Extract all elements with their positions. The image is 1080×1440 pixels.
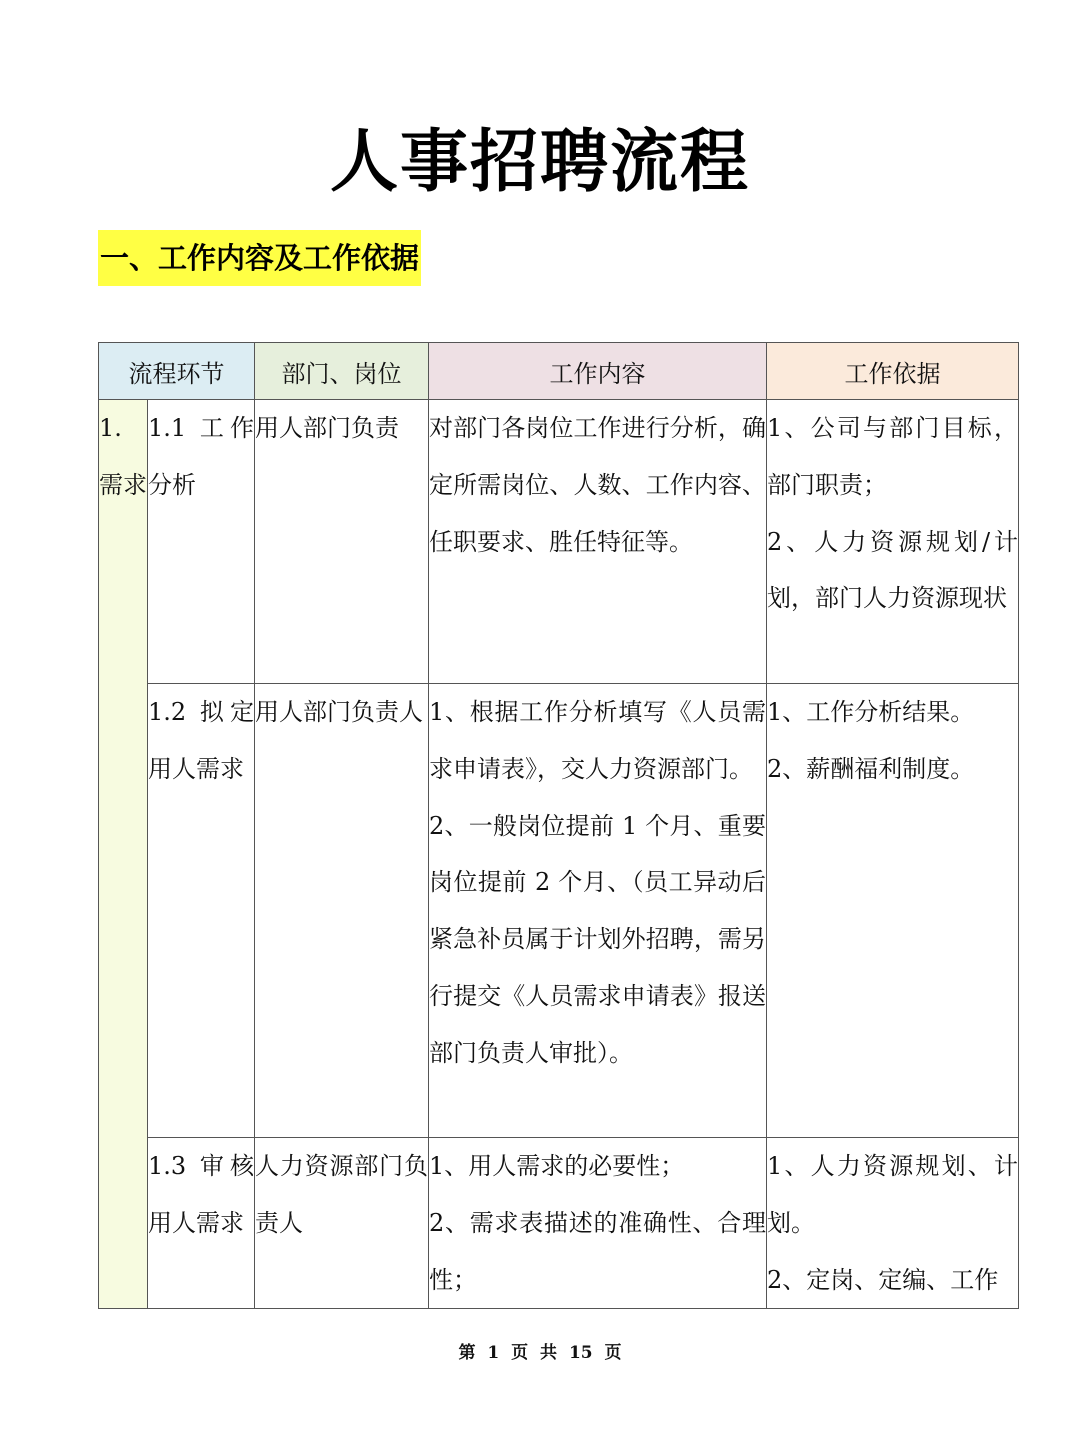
basis-paragraph: 1、公司与部门目标，部门职责； (767, 414, 1018, 499)
basis-paragraph: 1、人力资源规划、计划。 (767, 1152, 1018, 1237)
page-title: 人事招聘流程 (329, 123, 750, 202)
content-cell (429, 1138, 767, 1309)
department-cell: 用人部门负责 (255, 400, 429, 684)
table-header-row (99, 343, 1019, 400)
table-row (99, 684, 1019, 1138)
table-row (99, 400, 1019, 684)
section-heading: 一、工作内容及工作依据 (98, 230, 421, 286)
content-cell (429, 684, 767, 1138)
basis-paragraph: 2、人力资源规划/计划，部门人力资源现状 (767, 527, 1018, 613)
header-stage: 流程环节 (99, 343, 255, 400)
header-content: 工作内容 (429, 343, 767, 400)
step-cell: 1.1 工作分析 (148, 400, 255, 684)
basis-paragraph: 1、工作分析结果。 (767, 698, 975, 726)
basis-cell (767, 684, 1019, 1138)
page-footer: 第 1 页 共 15 页 (458, 1343, 622, 1363)
stage-cell: 1. 需求 (99, 400, 148, 1309)
basis-paragraph: 2、定岗、定编、工作 (767, 1265, 999, 1294)
content-paragraph: 2、一般岗位提前 1 个月、重要岗位提前 2 个月、（员工异动后紧急补员属于计划外招聘，需另行提交《人员需求申请表》报送部门负责人审批）。 (429, 811, 766, 1067)
content-cell (429, 400, 767, 684)
department-cell: 人力资源部门负责人 (255, 1138, 429, 1309)
content-paragraph: 2、需求表描述的准确性、合理性； (429, 1208, 766, 1294)
content-paragraph: 对部门各岗位工作进行分析，确定所需岗位、人数、工作内容、任职要求、胜任特征等。 (429, 414, 766, 556)
header-basis: 工作依据 (767, 343, 1019, 400)
basis-cell (767, 400, 1019, 684)
table-row (99, 1138, 1019, 1309)
basis-paragraph: 2、薪酬福利制度。 (767, 754, 975, 783)
basis-cell (767, 1138, 1019, 1309)
step-cell: 1.2 拟定用人需求 (148, 684, 255, 1138)
content-paragraph: 1、根据工作分析填写《人员需求申请表》，交人力资源部门。 (429, 698, 766, 783)
recruitment-flow-table (98, 342, 1019, 1309)
department-cell: 用人部门负责人 (255, 684, 429, 1138)
step-cell: 1.3 审核用人需求 (148, 1138, 255, 1309)
content-paragraph: 1、用人需求的必要性； (429, 1152, 685, 1180)
header-department: 部门、岗位 (255, 343, 429, 400)
